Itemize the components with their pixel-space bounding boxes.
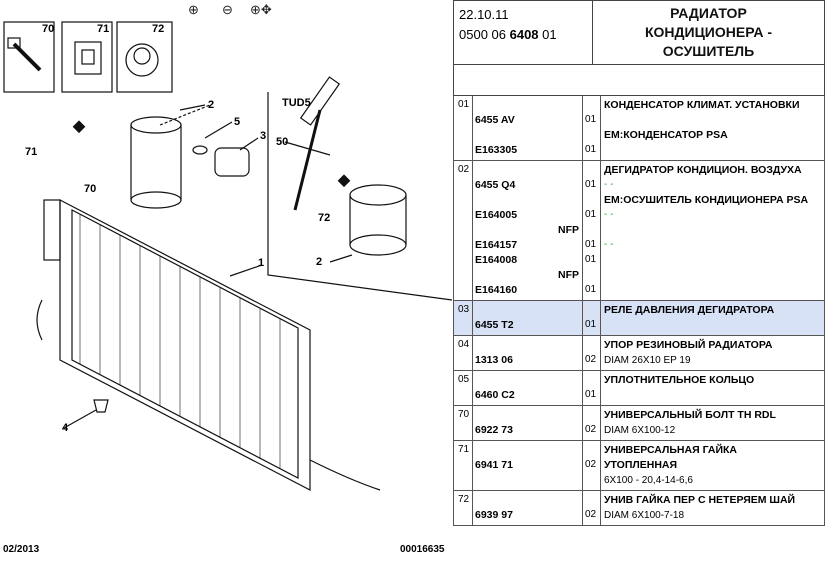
diagram-label: 72	[152, 23, 165, 35]
table-cell	[582, 161, 601, 300]
part-number: 6455 T2	[475, 319, 514, 331]
table-cell	[471, 161, 583, 300]
part-spec: 6X100 - 20,4-14-6,6	[604, 475, 693, 486]
part-description: УПЛОТНИТЕЛЬНОЕ КОЛЬЦО	[604, 374, 755, 386]
header-title	[593, 0, 825, 65]
diagram-label: 5	[234, 116, 241, 128]
item-number: 03	[458, 304, 470, 315]
table-cell	[453, 96, 473, 160]
table-cell	[453, 491, 473, 525]
parts-row[interactable]	[453, 301, 825, 336]
diagram-label: TUD5	[282, 97, 311, 109]
table-cell	[582, 371, 601, 405]
part-number: 6939 97	[475, 509, 513, 521]
title-line: РАДИАТОР	[670, 5, 747, 21]
table-cell	[453, 161, 473, 300]
table-cell	[600, 336, 825, 370]
part-number: 6941 71	[475, 459, 513, 471]
table-cell	[453, 301, 473, 335]
table-cell	[600, 406, 825, 440]
part-description: УНИВЕРСАЛЬНАЯ ГАЙКА	[604, 444, 737, 456]
table-cell	[471, 371, 583, 405]
part-number: 6455 AV	[475, 114, 515, 126]
table-cell	[453, 441, 473, 490]
part-number: E164005	[475, 209, 518, 221]
part-description: УНИВЕРСАЛЬНЫЙ БОЛТ TH RDL	[604, 409, 776, 421]
diagram-label: 3	[260, 130, 267, 142]
title-line: ОСУШИТЕЛЬ	[662, 43, 755, 59]
diagram-footer-date: 02/2013	[3, 544, 40, 555]
nfp-flag: NFP	[558, 224, 579, 236]
quantity: 02	[585, 509, 597, 520]
parts-panel	[453, 0, 825, 562]
item-number: 05	[458, 374, 470, 385]
item-number: 71	[458, 444, 470, 455]
diagram-label: 4	[62, 422, 69, 434]
parts-row[interactable]	[453, 491, 825, 526]
part-description: EM:КОНДЕНСАТОР PSA	[604, 129, 728, 141]
dash-mark: - -	[604, 209, 614, 220]
table-cell	[582, 406, 601, 440]
table-cell	[471, 441, 583, 490]
part-spec: DIAM 6X100-7-18	[604, 510, 685, 521]
header-reference	[459, 27, 557, 42]
parts-row[interactable]	[453, 161, 825, 301]
quantity: 01	[585, 389, 597, 400]
dash-mark: - -	[604, 239, 614, 250]
item-number: 72	[458, 494, 470, 505]
quantity: 01	[585, 114, 597, 125]
table-cell	[600, 371, 825, 405]
table-cell	[600, 441, 825, 490]
diagram-label: 2	[316, 256, 323, 268]
table-cell	[582, 96, 601, 160]
item-number: 01	[458, 99, 470, 110]
table-cell	[453, 336, 473, 370]
quantity: 01	[585, 209, 597, 220]
table-cell	[600, 491, 825, 525]
part-description: ДЕГИДРАТОР КОНДИЦИОН. ВОЗДУХА	[604, 164, 802, 176]
quantity: 01	[585, 254, 597, 265]
part-description: КОНДЕНСАТОР КЛИМАТ. УСТАНОВКИ	[604, 99, 800, 111]
header-ref-bold: 6408	[509, 27, 539, 42]
part-number: 1313 06	[475, 354, 513, 366]
table-cell	[582, 491, 601, 525]
table-cell	[582, 336, 601, 370]
quantity: 02	[585, 424, 597, 435]
diagram-label: 50	[276, 136, 289, 148]
quantity: 01	[585, 319, 597, 330]
part-number: E163305	[475, 144, 518, 156]
part-number: 6460 C2	[475, 389, 515, 401]
part-number: E164157	[475, 239, 518, 251]
zoom-in-icon[interactable]: ⊕	[188, 2, 199, 17]
part-description: УТОПЛЕННАЯ	[604, 459, 678, 471]
zoom-out-icon[interactable]: ⊖	[222, 2, 233, 17]
part-description: УПОР РЕЗИНОВЫЙ РАДИАТОРА	[604, 339, 773, 351]
part-description: УНИВ ГАЙКА ПЕР С НЕТЕРЯЕМ ШАЙ	[604, 494, 796, 506]
diagram-label: 1	[258, 257, 265, 269]
item-number: 02	[458, 164, 470, 175]
table-cell	[600, 161, 825, 300]
diagram-footer-id: 00016635	[400, 544, 445, 555]
part-spec: DIAM 26X10 EP 19	[604, 355, 691, 366]
parts-row[interactable]	[453, 336, 825, 371]
item-number: 70	[458, 409, 470, 420]
table-cell	[471, 96, 583, 160]
diagram-label: 71	[97, 23, 110, 35]
parts-row[interactable]	[453, 371, 825, 406]
table-cell	[600, 301, 825, 335]
diagram-label: 70	[42, 23, 55, 35]
part-number: E164160	[475, 284, 518, 296]
page-title	[645, 4, 772, 61]
zoom-fit-icon[interactable]: ⊕✥	[250, 2, 272, 17]
nfp-flag: NFP	[558, 269, 579, 281]
table-cell	[600, 96, 825, 160]
table-cell	[453, 406, 473, 440]
part-number: 6455 Q4	[475, 179, 516, 191]
diagram-label: 71	[25, 146, 38, 158]
header-ref-prefix: 0500 06	[459, 27, 510, 42]
table-cell	[453, 371, 473, 405]
header-date: 22.10.11	[459, 7, 509, 22]
table-cell	[471, 301, 583, 335]
table-cell	[471, 336, 583, 370]
quantity: 01	[585, 179, 597, 190]
parts-row[interactable]	[453, 96, 825, 161]
quantity: 02	[585, 459, 597, 470]
part-number: 6922 73	[475, 424, 513, 436]
header-spacer	[453, 65, 825, 96]
table-cell	[582, 301, 601, 335]
diagram-label: 72	[318, 212, 331, 224]
quantity: 01	[585, 144, 597, 155]
parts-row[interactable]	[453, 406, 825, 441]
table-cell	[582, 441, 601, 490]
part-number: E164008	[475, 254, 518, 266]
table-cell	[471, 491, 583, 525]
quantity: 01	[585, 284, 597, 295]
part-spec: DIAM 6X100-12	[604, 425, 676, 436]
part-description: EM:ОСУШИТЕЛЬ КОНДИЦИОНЕРА PSA	[604, 194, 809, 206]
quantity: 02	[585, 354, 597, 365]
title-line: КОНДИЦИОНЕРА -	[645, 24, 772, 40]
quantity: 01	[585, 239, 597, 250]
header-ref-suffix: 01	[538, 27, 557, 42]
table-cell	[471, 406, 583, 440]
item-number: 04	[458, 339, 470, 350]
diagram-label: 2	[208, 99, 215, 111]
diagram-label: 70	[84, 183, 97, 195]
dash-mark: - -	[604, 179, 614, 190]
header-info	[453, 0, 593, 65]
parts-row[interactable]	[453, 441, 825, 491]
part-description: РЕЛЕ ДАВЛЕНИЯ ДЕГИДРАТОРА	[604, 304, 775, 316]
